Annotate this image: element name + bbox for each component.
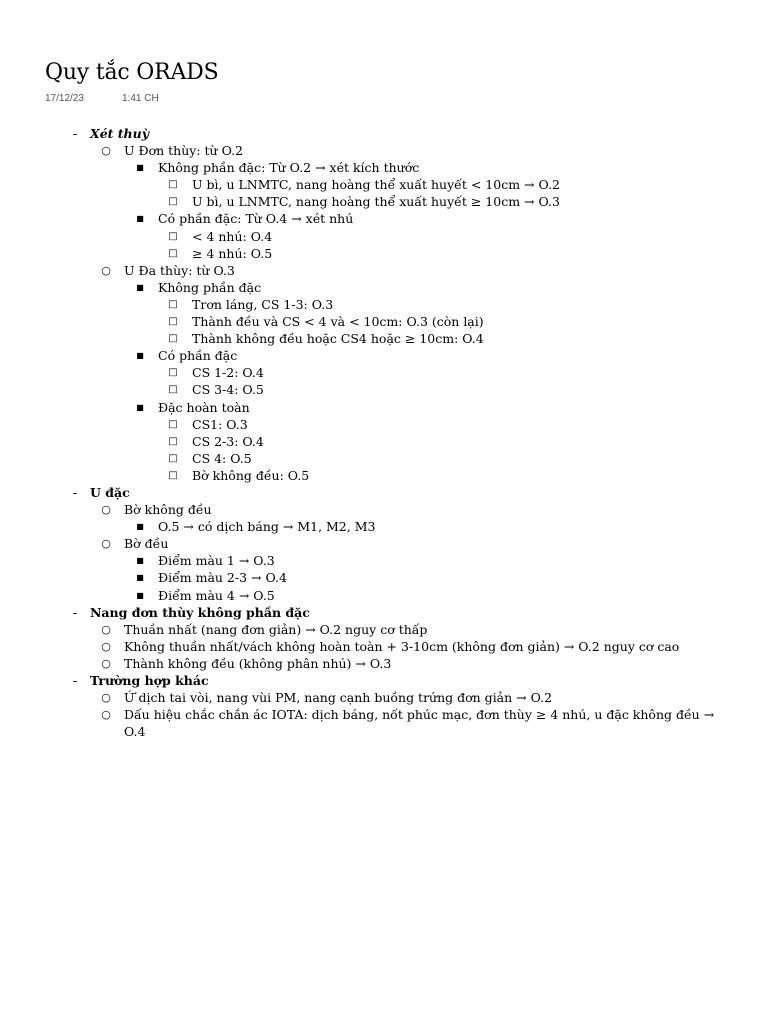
list-item-text: Thuần nhất (nang đơn giản) → O.2 nguy cơ thấp — [124, 621, 428, 637]
list-item-text: Trơn láng, CS 1-3: O.3 — [192, 296, 334, 312]
list-item-text: Dấu hiệu chắc chắn ác IOTA: dịch báng, nốt phúc mạc, đơn thùy ≥ 4 nhú, u đặc không đều → O.4 — [124, 707, 715, 740]
circle-bullet-icon: ○ — [101, 622, 111, 636]
circle-bullet-icon: ○ — [101, 656, 111, 670]
page-title: Quy tắc ORADS — [45, 60, 219, 85]
hollow-square-bullet-icon: □ — [168, 333, 178, 345]
dash-bullet-icon: - — [72, 484, 78, 500]
list-item-text: Điểm màu 2-3 → O.4 — [158, 570, 287, 586]
square-bullet-icon: ■ — [136, 573, 144, 583]
dash-bullet-icon: - — [72, 673, 78, 688]
hollow-square-bullet-icon: □ — [168, 367, 178, 379]
list-item — [0, 587, 768, 604]
hollow-square-bullet-icon: □ — [168, 435, 178, 447]
list-item-text: U Đa thùy: từ O.3 — [124, 262, 235, 278]
list-item-text: Bờ đều — [124, 536, 169, 552]
list-item-text: Bờ không đều — [124, 502, 212, 518]
list-item-text: Thành không đều hoặc CS4 hoặc ≥ 10cm: O.4 — [192, 331, 484, 347]
list-item-text: CS 1-2: O.4 — [192, 365, 264, 381]
list-item-text: Điểm màu 1 → O.3 — [158, 553, 275, 569]
square-bullet-icon: ■ — [136, 163, 144, 173]
list-item-text: Có phần đặc — [158, 348, 238, 364]
list-item — [0, 176, 768, 193]
list-item-text: Điểm màu 4 → O.5 — [158, 587, 275, 603]
list-item-text: U bì, u LNMTC, nang hoàng thể xuất huyết < 10cm → O.2 — [192, 177, 560, 193]
list-item — [0, 655, 768, 672]
square-bullet-icon: ■ — [136, 214, 144, 224]
hollow-square-bullet-icon: □ — [168, 384, 178, 396]
list-item — [0, 467, 768, 484]
list-item — [0, 416, 768, 433]
list-item — [0, 621, 768, 638]
list-item — [0, 228, 768, 245]
square-bullet-icon: ■ — [136, 351, 144, 361]
hollow-square-bullet-icon: □ — [168, 230, 178, 242]
list-item — [0, 262, 768, 279]
list-item — [0, 296, 768, 313]
list-item — [0, 279, 768, 296]
list-item — [0, 159, 768, 176]
square-bullet-icon: ■ — [136, 282, 144, 292]
section-heading-truong-hop-khac: Trường hợp khác — [90, 673, 209, 688]
list-item — [0, 193, 768, 210]
list-item-text: U bì, u LNMTC, nang hoàng thể xuất huyết ≥ 10cm → O.3 — [192, 194, 560, 210]
list-item — [0, 245, 768, 262]
circle-bullet-icon: ○ — [101, 144, 111, 158]
circle-bullet-icon: ○ — [101, 708, 111, 722]
list-item-text: Thành không đều (không phân nhú) → O.3 — [124, 655, 392, 671]
list-item — [0, 381, 768, 398]
hollow-square-bullet-icon: □ — [168, 418, 178, 430]
list-item — [0, 330, 768, 347]
hollow-square-bullet-icon: □ — [168, 469, 178, 481]
list-item-text: < 4 nhú: O.4 — [192, 228, 273, 244]
list-item — [0, 569, 768, 586]
circle-bullet-icon: ○ — [101, 537, 111, 551]
list-item — [0, 672, 768, 689]
list-item-text: Thành đều và CS < 4 và < 10cm: O.3 (còn lại) — [192, 314, 484, 330]
circle-bullet-icon: ○ — [101, 503, 111, 517]
square-bullet-icon: ■ — [136, 402, 144, 412]
list-item-text: CS 2-3: O.4 — [192, 433, 264, 449]
hollow-square-bullet-icon: □ — [168, 179, 178, 191]
list-item-text: Không phần đặc — [158, 279, 262, 295]
hollow-square-bullet-icon: □ — [168, 316, 178, 328]
list-item-text: Ứ dịch tai vòi, nang vùi PM, nang cạnh buồng trứng đơn giản → O.2 — [124, 690, 553, 706]
note-time: 1:41 CH — [122, 93, 159, 104]
list-item-text: Không phần đặc: Từ O.2 → xét kích thước — [158, 160, 420, 176]
section-heading-xet-thuy: Xét thuỳ — [90, 126, 149, 141]
list-item-text: ≥ 4 nhú: O.5 — [192, 245, 273, 261]
list-item-text: Bờ không đều: O.5 — [192, 467, 310, 483]
list-item — [0, 552, 768, 569]
list-item — [0, 450, 768, 467]
hollow-square-bullet-icon: □ — [168, 247, 178, 259]
list-item — [0, 484, 768, 501]
dash-bullet-icon: - — [72, 126, 78, 141]
outline-list — [0, 125, 768, 740]
circle-bullet-icon: ○ — [101, 639, 111, 653]
list-item — [0, 501, 768, 518]
square-bullet-icon: ■ — [136, 590, 144, 600]
list-item — [0, 399, 768, 416]
list-item — [0, 142, 768, 159]
section-heading-nang-don-thuy: Nang đơn thùy không phần đặc — [90, 604, 310, 620]
list-item-text: O.5 → có dịch báng → M1, M2, M3 — [158, 519, 376, 535]
list-item-text: Không thuần nhất/vách không hoàn toàn + 3-10cm (không đơn giản) → O.2 nguy cơ cao — [124, 638, 680, 654]
list-item — [0, 313, 768, 330]
section-heading-u-dac: U đặc — [90, 484, 130, 500]
list-item — [0, 706, 768, 740]
list-item-text: U Đơn thùy: từ O.2 — [124, 143, 244, 159]
list-item — [0, 638, 768, 655]
square-bullet-icon: ■ — [136, 522, 144, 532]
circle-bullet-icon: ○ — [101, 691, 111, 705]
list-item-text: CS1: O.3 — [192, 416, 248, 432]
list-item-text: CS 4: O.5 — [192, 450, 252, 466]
list-item-text: CS 3-4: O.5 — [192, 382, 264, 398]
hollow-square-bullet-icon: □ — [168, 452, 178, 464]
list-item — [0, 210, 768, 227]
list-item — [0, 125, 768, 142]
circle-bullet-icon: ○ — [101, 263, 111, 277]
hollow-square-bullet-icon: □ — [168, 298, 178, 310]
list-item-text: Có phần đặc: Từ O.4 → xét nhú — [158, 211, 354, 227]
list-item — [0, 535, 768, 552]
list-item — [0, 347, 768, 364]
note-date: 17/12/23 — [45, 93, 84, 104]
list-item-text: Đặc hoàn toàn — [158, 399, 250, 415]
square-bullet-icon: ■ — [136, 556, 144, 566]
list-item — [0, 518, 768, 535]
dash-bullet-icon: - — [72, 604, 78, 620]
list-item — [0, 689, 768, 706]
list-item — [0, 364, 768, 381]
list-item — [0, 433, 768, 450]
list-item — [0, 604, 768, 621]
hollow-square-bullet-icon: □ — [168, 196, 178, 208]
